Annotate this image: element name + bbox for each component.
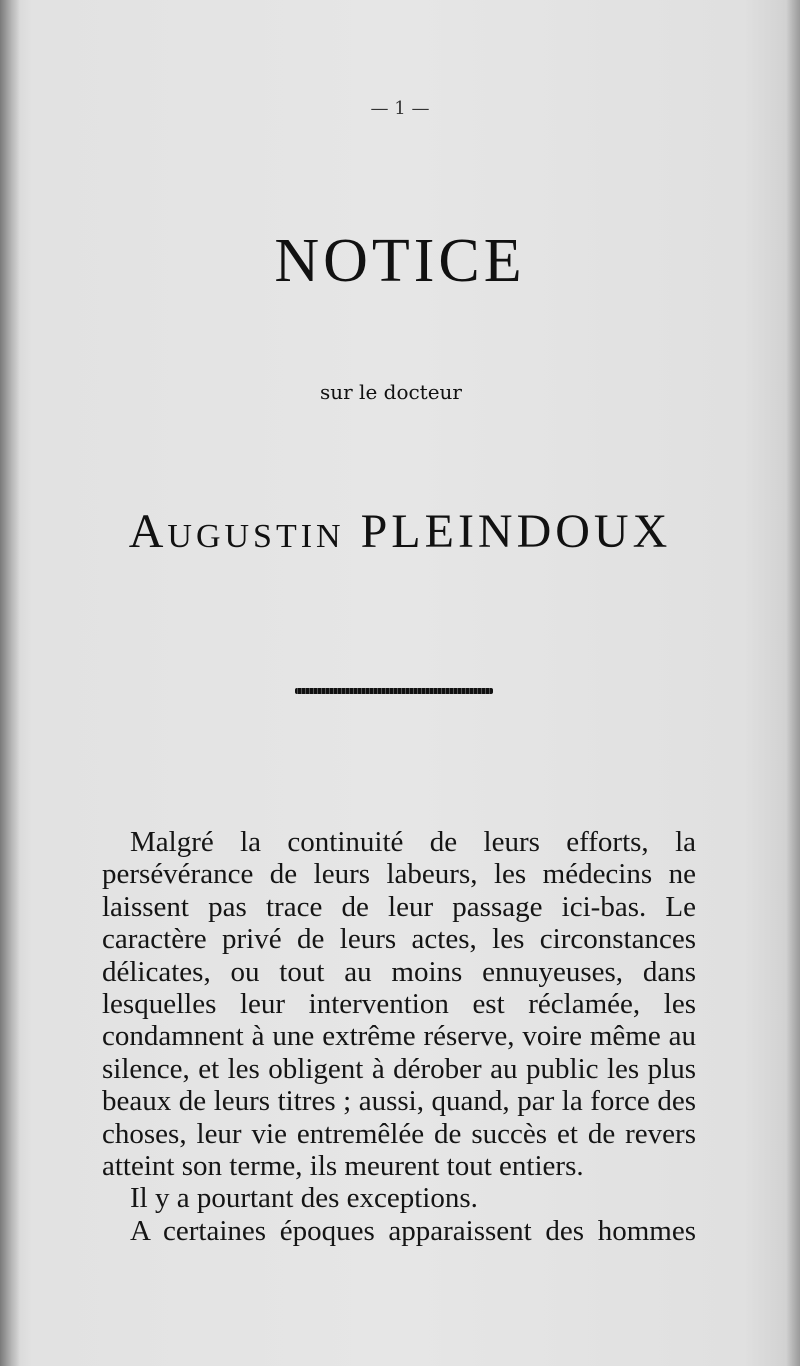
paragraph: Malgré la continuité de leurs efforts, la persévérance de leurs labeurs, les médecins ne laissent pas trace de leur passage ici-bas. Le caractère privé de leurs actes, les circonstances délicates, ou tout au moins ennuyeuses, dans lesquelles leur intervention est réclamée, les condamnent à une extrême réserve, voire même au silence, et les obligent à dérober au public les plus beaux de leurs titres ; aussi, quand, par la force des choses, leur vie entremêlée de succès et de revers atteint son terme, ils meurent tout entiers. (102, 826, 696, 1183)
doctor-name: Augustin PLEINDOUX (128, 505, 672, 558)
page-number: — 1 — (370, 98, 430, 119)
page-left-edge (0, 0, 20, 1366)
decorative-rule (295, 688, 493, 694)
notice-subtitle: sur le docteur (319, 380, 462, 404)
notice-body (102, 826, 696, 1247)
page-right-edge (786, 0, 800, 1366)
paragraph: Il y a pourtant des exceptions. (130, 1182, 478, 1215)
paragraph: A certaines époques apparaissent des hommes (130, 1214, 696, 1247)
notice-title: NOTICE (274, 227, 526, 295)
